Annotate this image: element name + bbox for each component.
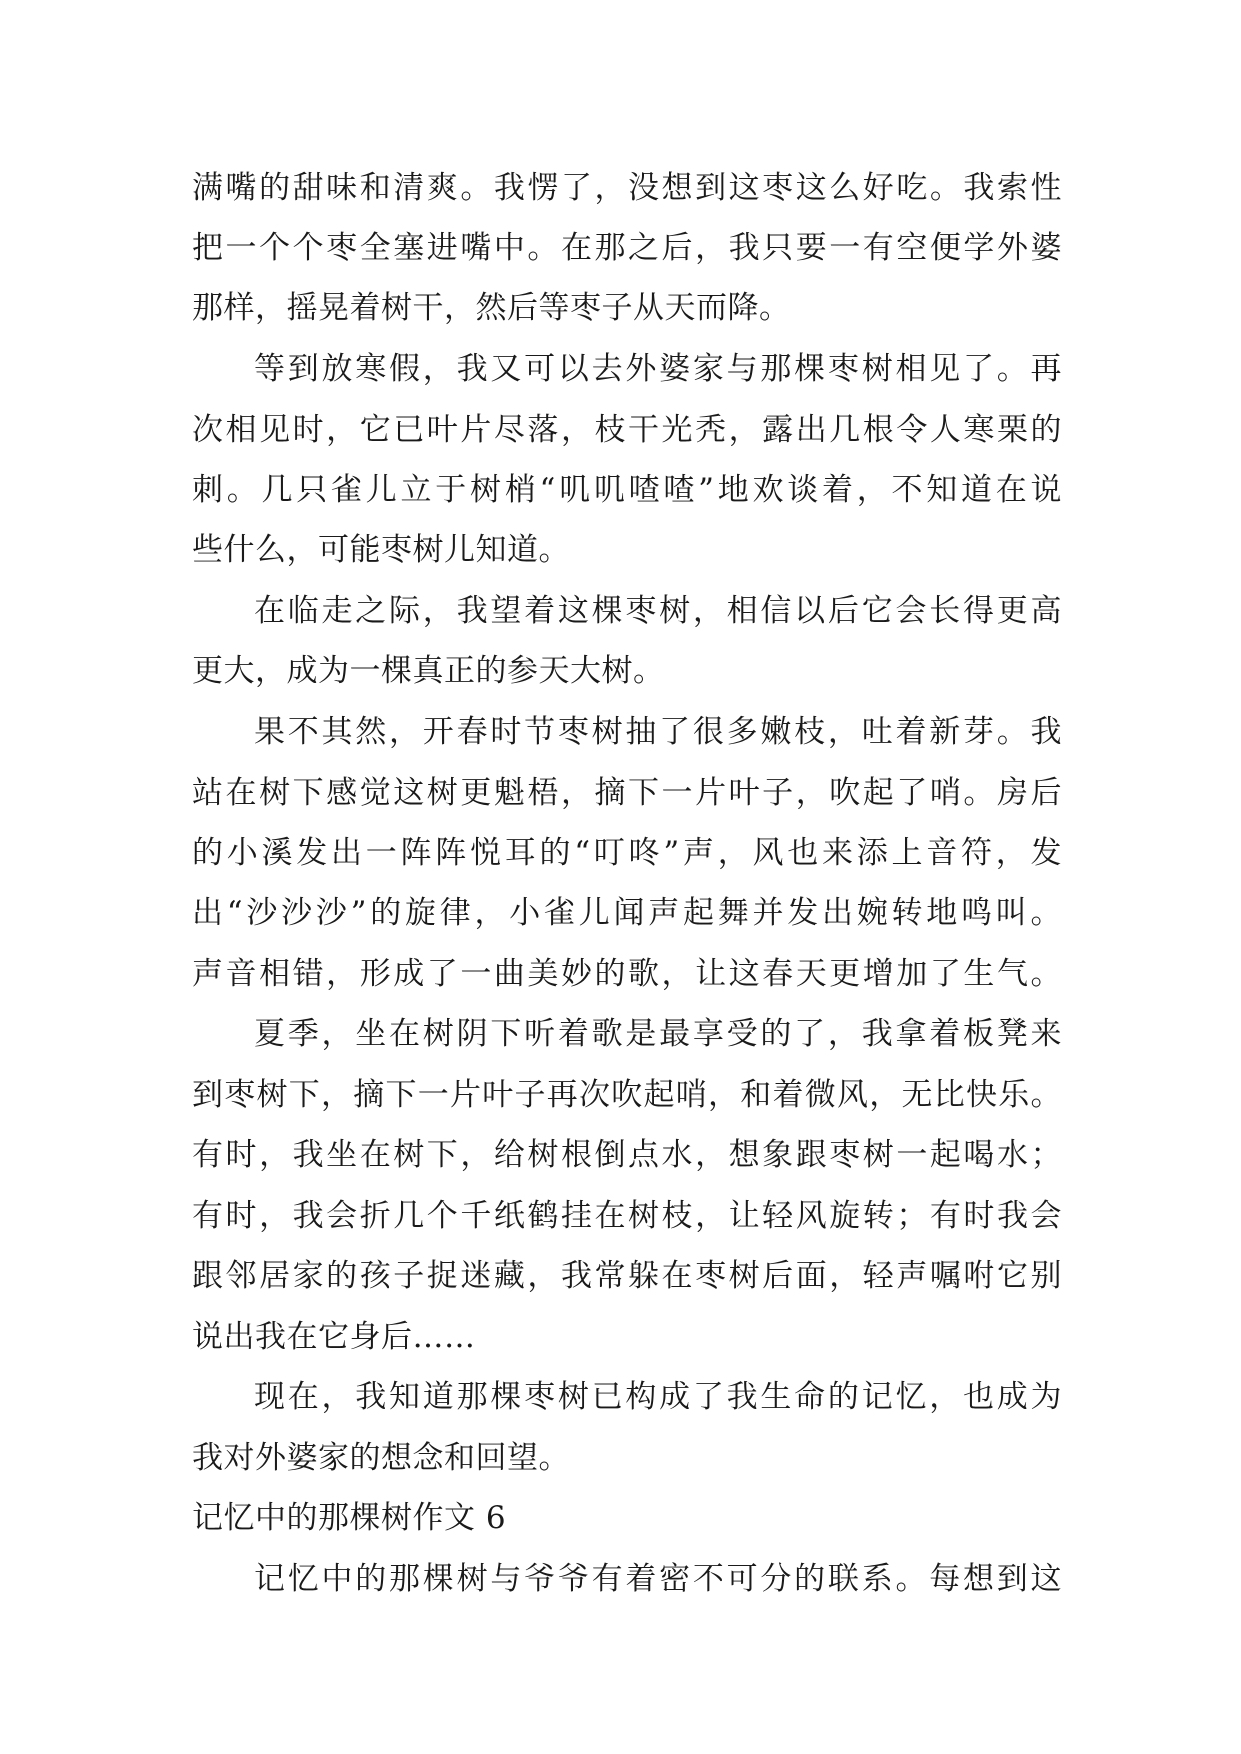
paragraph-line: 把一个个枣全塞进嘴中。在那之后，我只要一有空便学外婆 — [192, 230, 1062, 266]
paragraph-line: 更大，成为一棵真正的参天大树。 — [192, 653, 665, 689]
paragraph-line: 跟邻居家的孩子捉迷藏，我常躲在枣树后面，轻声嘱咐它别 — [192, 1258, 1062, 1294]
paragraph-line: 有时，我坐在树下，给树根倒点水，想象跟枣树一起喝水； — [192, 1137, 1062, 1173]
paragraph-line: 刺。几只雀儿立于树梢“叽叽喳喳”地欢谈着，不知道在说 — [192, 472, 1062, 508]
paragraph-line: 说出我在它身后…… — [192, 1319, 476, 1355]
paragraph-line: 在临走之际，我望着这棵枣树，相信以后它会长得更高 — [254, 593, 1062, 629]
paragraph-line: 现在，我知道那棵枣树已构成了我生命的记忆，也成为 — [254, 1379, 1062, 1415]
paragraph-line: 那样，摇晃着树干，然后等枣子从天而降。 — [192, 290, 791, 326]
paragraph-line: 等到放寒假，我又可以去外婆家与那棵枣树相见了。再 — [254, 351, 1062, 387]
paragraph-line: 到枣树下，摘下一片叶子再次吹起哨，和着微风，无比快乐。 — [192, 1077, 1062, 1113]
paragraph-line: 些什么，可能枣树儿知道。 — [192, 532, 570, 568]
paragraph-line: 记忆中的那棵树与爷爷有着密不可分的联系。每想到这 — [254, 1561, 1062, 1597]
paragraph-line: 次相见时，它已叶片尽落，枝干光秃，露出几根令人寒栗的 — [192, 412, 1062, 448]
paragraph-line: 出“沙沙沙”的旋律，小雀儿闻声起舞并发出婉转地鸣叫。 — [192, 895, 1062, 931]
paragraph-line: 的小溪发出一阵阵悦耳的“叮咚”声，风也来添上音符，发 — [192, 835, 1062, 871]
paragraph-line: 我对外婆家的想念和回望。 — [192, 1440, 570, 1476]
paragraph-line: 声音相错，形成了一曲美妙的歌，让这春天更增加了生气。 — [192, 956, 1062, 992]
paragraph-line: 果不其然，开春时节枣树抽了很多嫩枝，吐着新芽。我 — [254, 714, 1062, 750]
paragraph-line: 有时，我会折几个千纸鹤挂在树枝，让轻风旋转；有时我会 — [192, 1198, 1062, 1234]
paragraph-line: 站在树下感觉这树更魁梧，摘下一片叶子，吹起了哨。房后 — [192, 775, 1062, 811]
section-heading: 记忆中的那棵树作文 6 — [192, 1500, 507, 1536]
paragraph-line: 满嘴的甜味和清爽。我愣了，没想到这枣这么好吃。我索性 — [192, 170, 1062, 206]
paragraph-line: 夏季，坐在树阴下听着歌是最享受的了，我拿着板凳来 — [254, 1016, 1062, 1052]
